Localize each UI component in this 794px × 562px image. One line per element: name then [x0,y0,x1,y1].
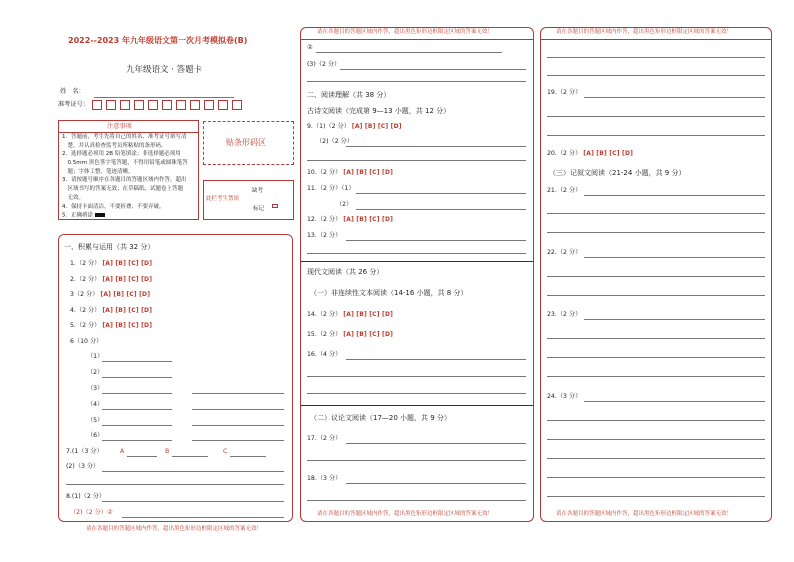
answer-line[interactable] [547,420,765,421]
section1-title: 一、积累与运用（共 32 分） [64,243,155,251]
q6-sub-5: （5） [87,417,104,424]
footer-warning: 请在各题目的答题区域内作答，超出黑色矩形边框限定区域的答案无效！ [86,526,263,532]
q7-option-b: B [165,448,170,455]
answer-line[interactable] [307,500,526,501]
q2-row[interactable]: 2.（2 分） [A] [B] [C] [D] [70,276,153,283]
q9-2-label: （2)（2 分） [316,138,354,145]
exam-title: 2022--2023 年九年级语文第一次月考模拟卷(B) [68,36,248,45]
q19-label: 19.（2 分） [547,89,582,96]
q8-1-label: 8.(1)（2 分） [66,493,106,500]
answer-line[interactable] [346,146,526,147]
answer-line[interactable] [102,393,172,394]
footer-warning: 请在各题目的答题区域内作答，超出黑色矩形边框限定区域的答案无效！ [317,511,494,517]
answer-line[interactable] [127,456,157,457]
answer-line[interactable] [547,116,765,117]
header-warning: 请在各题目的答题区域内作答，超出黑色矩形边框限定区域的答案无效！ [556,29,733,35]
answer-line[interactable] [346,483,526,484]
answer-line[interactable] [340,69,526,70]
notice-title: 注意事项 [107,123,132,130]
q7-option-a: A [120,448,125,455]
part3-title: （三）记叙文阅读（21-24 小题，共 9 分） [549,169,686,177]
q6-sub-3: （3） [87,385,104,392]
answer-line[interactable] [547,75,765,76]
q6-sub-1: （1） [87,353,104,360]
q10-row[interactable]: 10.（2 分） [A] [B] [C] [D] [307,169,394,176]
part2-title: （二）议论文阅读（17—20 小题，共 9 分） [310,414,451,422]
q21-label: 21.（2 分） [547,187,582,194]
notice-items: 1．答题前，考生先将自己的姓名、准考证号填写清 楚，并认真检查监考员所粘贴的条形码。 2．选择题必须用 2B 铅笔填涂；非选择题必须用 0.5mm 黑色签字笔答题，不得用铅笔或圆珠笔答 题；字体工整、笔迹清晰。 3．请按题号顺序在各题目的答题区域内作答，超出 区域书写的答案无效；在草稿纸、试题卷上答题 无效。 4．保持卡面清洁，不要折叠、不要弄破。 5．正确填涂 [62,134,188,219]
answer-line[interactable] [547,458,765,459]
q6-sub-6: （6） [87,432,104,439]
answer-line[interactable] [192,425,284,426]
q4-row[interactable]: 4.（2 分） [A] [B] [C] [D] [70,307,153,314]
q6-label: 6（10 分） [70,338,103,345]
answer-line[interactable] [102,501,284,502]
q8-3-label: (3)（2 分） [307,61,341,68]
answer-line[interactable] [102,377,172,378]
col2-top-item: ② [307,44,313,51]
q8-2-label: （2)（2 分）② [70,509,113,516]
answer-line[interactable] [307,376,526,377]
q9-1-row[interactable]: 9.（1)（2 分） [A] [B] [C] [D] [307,123,402,130]
q16-label: 16.（4 分） [307,351,342,358]
answer-line[interactable] [307,160,526,161]
answer-line[interactable] [102,409,172,410]
answer-line[interactable] [346,359,526,360]
answer-line[interactable] [316,52,502,53]
answer-line[interactable] [102,471,284,472]
name-label: 姓 名： [60,88,85,95]
answer-line[interactable] [547,232,765,233]
q15-row[interactable]: 15.（2 分） [A] [B] [C] [D] [307,331,394,338]
answer-line[interactable] [547,57,765,58]
q7-1-label: 7.(1（3 分） [66,448,103,455]
answer-line[interactable] [547,135,765,136]
answer-line[interactable] [356,209,526,210]
q5-row[interactable]: 5.（2 分） [A] [B] [C] [D] [70,322,153,329]
q13-label: 13.（2 分） [307,232,342,239]
absence-box: 此栏考生禁填 缺考 标记 [203,180,294,220]
q14-row[interactable]: 14.（2 分） [A] [B] [C] [D] [307,311,394,318]
barcode-area: 贴条形码区 [203,121,294,165]
answer-line[interactable] [584,195,765,196]
answer-line[interactable] [192,409,284,410]
q7-2-label: (2)（3 分） [66,463,100,470]
answer-line[interactable] [307,253,526,254]
answer-line[interactable] [230,456,266,457]
filled-example-icon [95,213,105,217]
q17-label: 17.（2 分） [307,435,342,442]
answer-line[interactable] [102,425,172,426]
answer-line[interactable] [584,401,765,402]
answer-line[interactable] [547,276,765,277]
answer-line[interactable] [346,240,526,241]
answer-line[interactable] [547,439,765,440]
q24-label: 24.（3 分） [547,393,582,400]
id-label: 准考证号： [58,101,89,108]
answer-line[interactable] [356,193,526,194]
header-warning: 请在各题目的答题区域内作答，超出黑色矩形边框限定区域的答案无效！ [317,29,494,35]
part1-title: （一）非连续性文本阅读（14-16 小题，共 8 分） [310,289,468,297]
answer-line[interactable] [122,517,284,518]
poem-title: 古诗文阅读（完成第 9—13 小题，共 12 分） [307,107,451,115]
q11-2-label: （2） [336,201,353,208]
section3-box [540,27,772,522]
answer-line[interactable] [584,257,765,258]
q6-sub-4: （4） [87,401,104,408]
q7-option-c: C [223,448,228,455]
answer-line[interactable] [346,443,526,444]
q6-sub-2: （2） [87,369,104,376]
q23-label: 23.（2 分） [547,311,582,318]
answer-line[interactable] [547,376,765,377]
answer-line[interactable] [547,213,765,214]
answer-line[interactable] [66,484,284,485]
answer-line[interactable] [547,496,765,497]
answer-line[interactable] [307,393,526,394]
q12-row[interactable]: 12.（2 分） [A] [B] [C] [D] [307,216,394,223]
card-title: 九年级语文 · 答题卡 [126,65,203,75]
q18-label: 18.（3 分） [307,475,342,482]
modern-title: 现代文阅读（共 26 分） [307,268,384,276]
q3-row[interactable]: 3（2 分） [A] [B] [C] [D] [70,291,151,298]
answer-line[interactable] [584,97,765,98]
answer-line[interactable] [547,357,765,358]
answer-line[interactable] [307,81,526,82]
answer-line[interactable] [192,393,284,394]
answer-line[interactable] [172,456,208,457]
q11-1-label: 11.（2 分）（1） [307,185,355,192]
section2-title: 二、阅读理解（共 38 分） [307,91,391,99]
q1-row[interactable]: 1.（2 分） [A] [B] [C] [D] [70,260,153,267]
q22-label: 22.（2 分） [547,249,582,256]
notice-box [58,120,199,220]
answer-line[interactable] [307,460,526,461]
answer-line[interactable] [584,319,765,320]
name-field[interactable] [94,97,234,98]
answer-line[interactable] [102,361,172,362]
answer-line[interactable] [102,440,172,441]
footer-warning: 请在各题目的答题区域内作答，超出黑色矩形边框限定区域的答案无效！ [556,511,733,517]
answer-line[interactable] [547,477,765,478]
q20-row[interactable]: 20.（2 分） [A] [B] [C] [D] [547,150,634,157]
answer-line[interactable] [192,440,284,441]
answer-line[interactable] [547,338,765,339]
absent-checkbox[interactable] [272,195,278,214]
answer-line[interactable] [547,295,765,296]
